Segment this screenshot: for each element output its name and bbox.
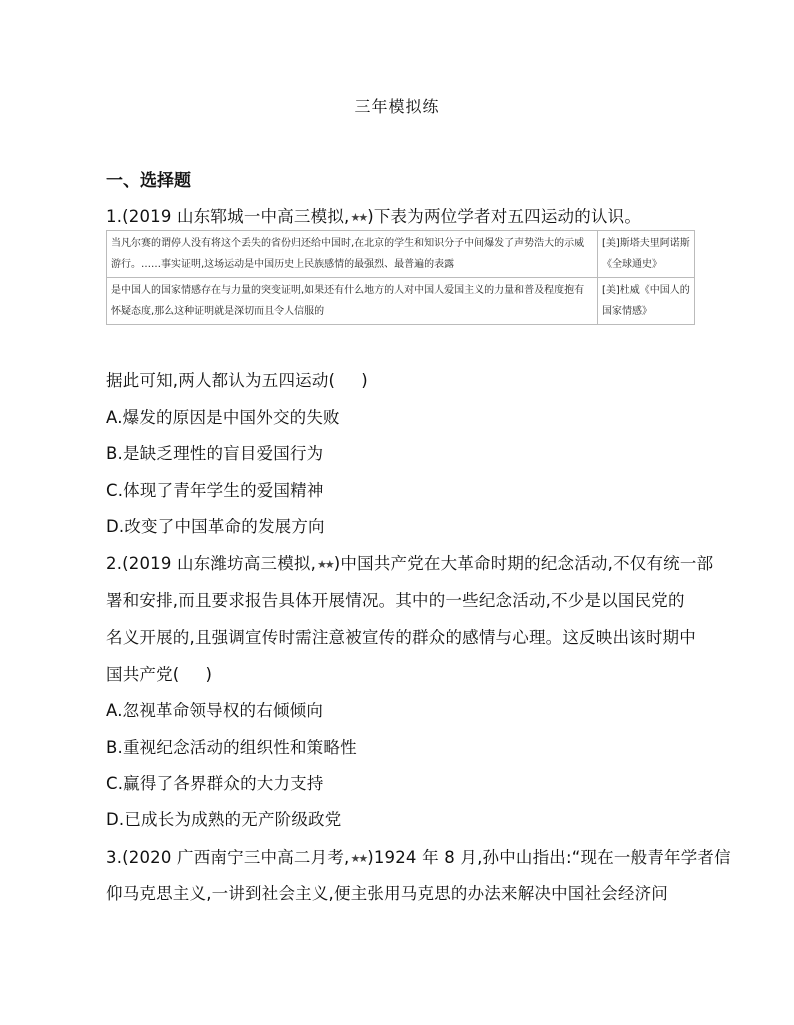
q2-question-text: 国共产党( (106, 665, 180, 684)
q2-option-b: B.重视纪念活动的组织性和策略性 (106, 738, 357, 757)
q2-stem-prefix: 2.(2019 山东潍坊高三模拟, (106, 554, 317, 573)
table-row (107, 278, 695, 325)
q1-option-b: B.是缺乏理性的盲目爱国行为 (106, 444, 324, 463)
page-title: 三年模拟练 (354, 97, 440, 116)
q1-table (106, 230, 695, 325)
q1-option-a: A.爆发的原因是中国外交的失败 (106, 408, 340, 427)
section-heading: 一、选择题 (106, 171, 191, 191)
difficulty-stars-icon: ★★ (317, 558, 333, 571)
q1-question-text: 据此可知,两人都认为五四运动( (106, 371, 336, 390)
q2-stem-line1 (106, 550, 713, 574)
q1-option-d: D.改变了中国革命的发展方向 (106, 517, 325, 536)
q1-question-end: ) (361, 371, 368, 390)
q3-stem-line1 (106, 844, 731, 868)
table-row (107, 231, 695, 278)
q2-stem-line3: 名义开展的,且强调宣传时需注意被宣传的群众的感情与心理。这反映出该时期中 (106, 628, 696, 647)
q3-stem-prefix: 3.(2020 广西南宁三中高二月考, (106, 848, 350, 867)
q1-question (106, 367, 368, 391)
difficulty-stars-icon: ★★ (350, 852, 367, 865)
q1-stem-suffix: )下表为两位学者对五四运动的认识。 (367, 207, 642, 226)
table-cell-source: [美]杜威《中国人的国家情感》 (598, 278, 695, 325)
table-cell-quote: 当凡尔赛的谓停人没有将这个丢失的省份归还给中国时,在北京的学生和知识分子中间爆发了声势浩大的示威游行。……事实证明,这场运动是中国历史上民族感情的最强烈、最普遍的表露 (107, 231, 598, 278)
q2-option-c: C.赢得了各界群众的大力支持 (106, 774, 324, 793)
q2-option-d: D.已成长为成熟的无产阶级政党 (106, 810, 342, 829)
q1-option-c: C.体现了青年学生的爱国精神 (106, 481, 324, 500)
table-cell-quote: 是中国人的国家情感存在与力量的突变证明,如果还有什么地方的人对中国人爱国主义的力量和普及程度抱有怀疑态度,那么这种证明就是深切而且令人信服的 (107, 278, 598, 325)
q2-stem-suffix: )中国共产党在大革命时期的纪念活动,不仅有统一部 (333, 554, 714, 573)
q2-option-a: A.忽视革命领导权的右倾倾向 (106, 701, 324, 720)
q2-question-end: ) (205, 665, 213, 684)
q3-stem-line2: 仰马克思主义,一讲到社会主义,便主张用马克思的办法来解决中国社会经济问 (106, 884, 668, 903)
q1-stem (106, 203, 641, 227)
q3-stem-suffix: )1924 年 8 月,孙中山指出:“现在一般青年学者信 (367, 848, 731, 867)
q1-stem-prefix: 1.(2019 山东郓城一中高三模拟, (106, 207, 350, 226)
difficulty-stars-icon: ★★ (350, 211, 367, 224)
q2-stem-line2: 署和安排,而且要求报告具体开展情况。其中的一些纪念活动,不少是以国民党的 (106, 591, 685, 610)
q2-stem-line4 (106, 661, 212, 685)
table-cell-source: [美]斯塔夫里阿诺斯《全球通史》 (598, 231, 695, 278)
